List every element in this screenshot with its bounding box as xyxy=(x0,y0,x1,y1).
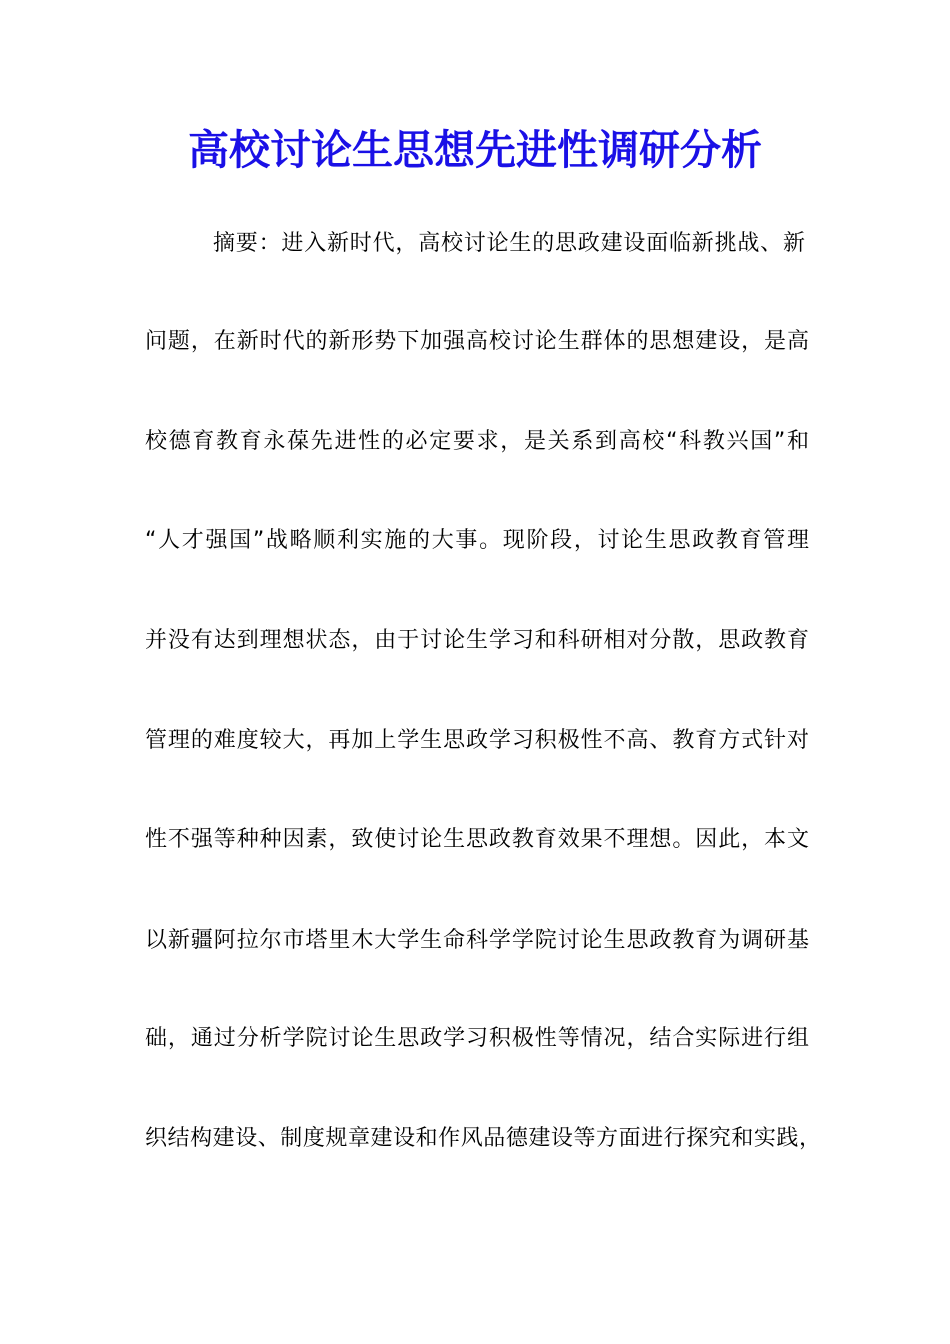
abstract-line-5: 并没有达到理想状态，由于讨论生学习和科研相对分散，思政教育 xyxy=(145,628,809,653)
abstract-line-10: 织结构建设、制度规章建设和作风品德建设等方面进行探究和实践， xyxy=(145,1126,821,1151)
abstract-line-4: “人才强国”战略顺利实施的大事。现阶段，讨论生思政教育管理 xyxy=(145,528,809,553)
abstract-line-8: 以新疆阿拉尔市塔里木大学生命科学学院讨论生思政教育为调研基 xyxy=(145,928,809,953)
abstract-line-3: 校德育教育永葆先进性的必定要求，是关系到高校“科教兴国”和 xyxy=(145,429,809,454)
abstract-line-1: 摘要：进入新时代，高校讨论生的思政建设面临新挑战、新 xyxy=(213,231,805,256)
document-title: 高校讨论生思想先进性调研分析 xyxy=(188,126,762,174)
abstract-line-7: 性不强等种种因素，致使讨论生思政教育效果不理想。因此，本文 xyxy=(145,827,809,852)
abstract-line-9: 础，通过分析学院讨论生思政学习积极性等情况，结合实际进行组 xyxy=(145,1026,809,1051)
abstract-line-2: 问题，在新时代的新形势下加强高校讨论生群体的思想建设，是高 xyxy=(145,329,809,354)
abstract-line-6: 管理的难度较大，再加上学生思政学习积极性不高、教育方式针对 xyxy=(145,728,809,753)
